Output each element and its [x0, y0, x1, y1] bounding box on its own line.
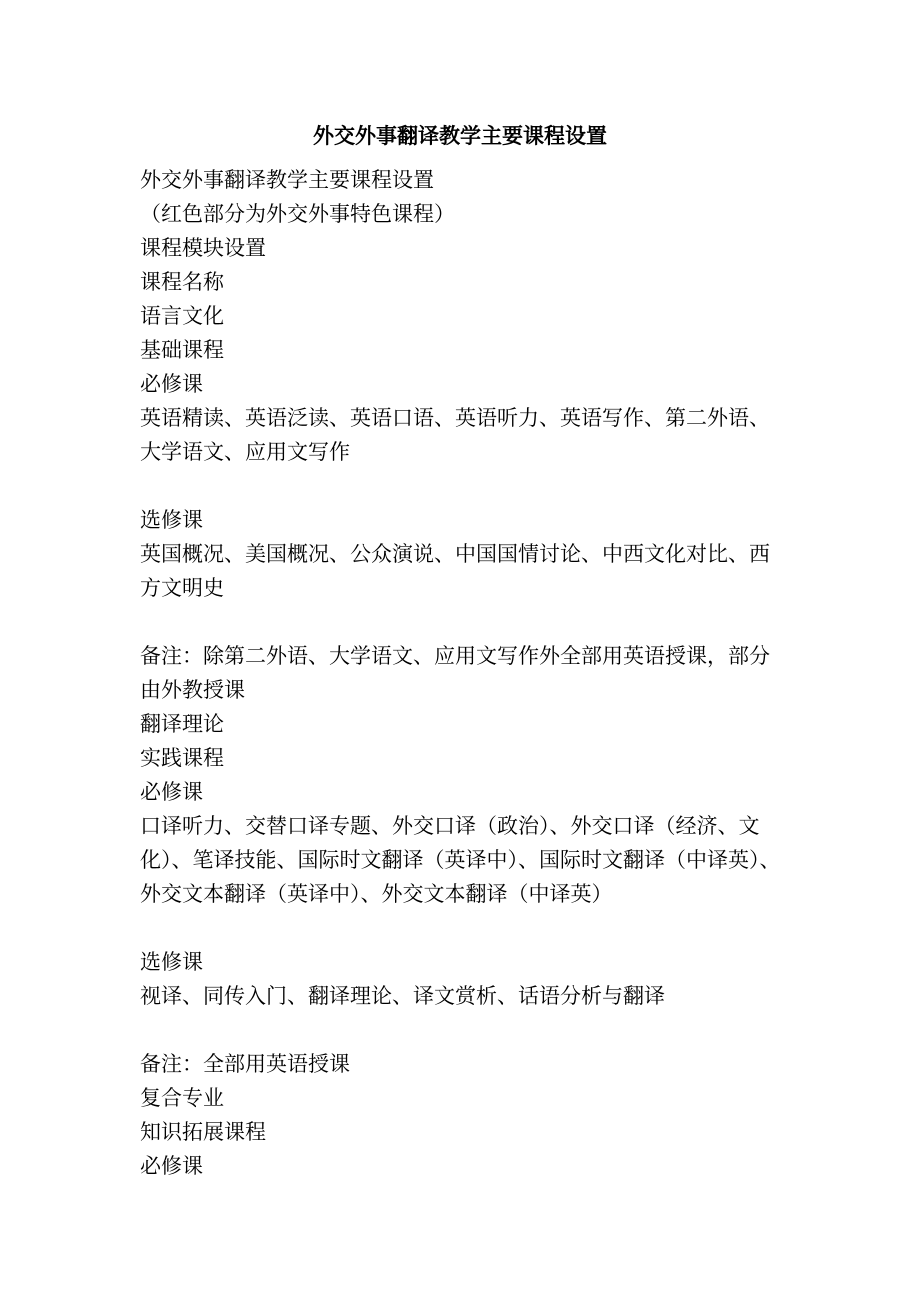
- course-name-header: 课程名称: [140, 270, 224, 294]
- elective-course-list: 英国概况、美国概况、公众演说、中国国情讨论、中西文化对比、西方文明史: [140, 542, 770, 600]
- remark-line: 备注：除第二外语、大学语文、应用文写作外全部用英语授课，部分由外教授课: [140, 644, 770, 702]
- required-course-list: 英语精读、英语泛读、英语口语、英语听力、英语写作、第二外语、大学语文、应用文写作: [140, 406, 770, 464]
- required-label: 必修课: [140, 1154, 203, 1178]
- module-language-culture: 语言文化: [140, 304, 224, 328]
- document-body: [140, 163, 790, 1183]
- required-label: 必修课: [140, 372, 203, 396]
- document-title: 外交外事翻译教学主要课程设置: [313, 123, 607, 148]
- blank-line: [140, 1013, 790, 1047]
- module-knowledge-extension: 知识拓展课程: [140, 1120, 266, 1144]
- subtitle-line: 外交外事翻译教学主要课程设置: [140, 168, 434, 192]
- elective-label: 选修课: [140, 950, 203, 974]
- elective-label: 选修课: [140, 508, 203, 532]
- blank-line: [140, 605, 790, 639]
- blank-line: [140, 911, 790, 945]
- module-header: 课程模块设置: [140, 236, 266, 260]
- remark-line: 备注：全部用英语授课: [140, 1052, 350, 1076]
- module-translation-theory: 翻译理论: [140, 712, 224, 736]
- elective-course-list: 视译、同传入门、翻译理论、译文赏析、话语分析与翻译: [140, 984, 665, 1008]
- blank-line: [140, 469, 790, 503]
- note-red-courses: （红色部分为外交外事特色课程）: [140, 202, 455, 226]
- module-basic-courses: 基础课程: [140, 338, 224, 362]
- required-course-list: 口译听力、交替口译专题、外交口译（政治）、外交口译（经济、文化）、笔译技能、国际时文翻译（英译中）、国际时文翻译（中译英）、外交文本翻译（英译中）、外交文本翻译（中译英）: [140, 814, 781, 906]
- required-label: 必修课: [140, 780, 203, 804]
- module-compound-major: 复合专业: [140, 1086, 224, 1110]
- module-practice-courses: 实践课程: [140, 746, 224, 770]
